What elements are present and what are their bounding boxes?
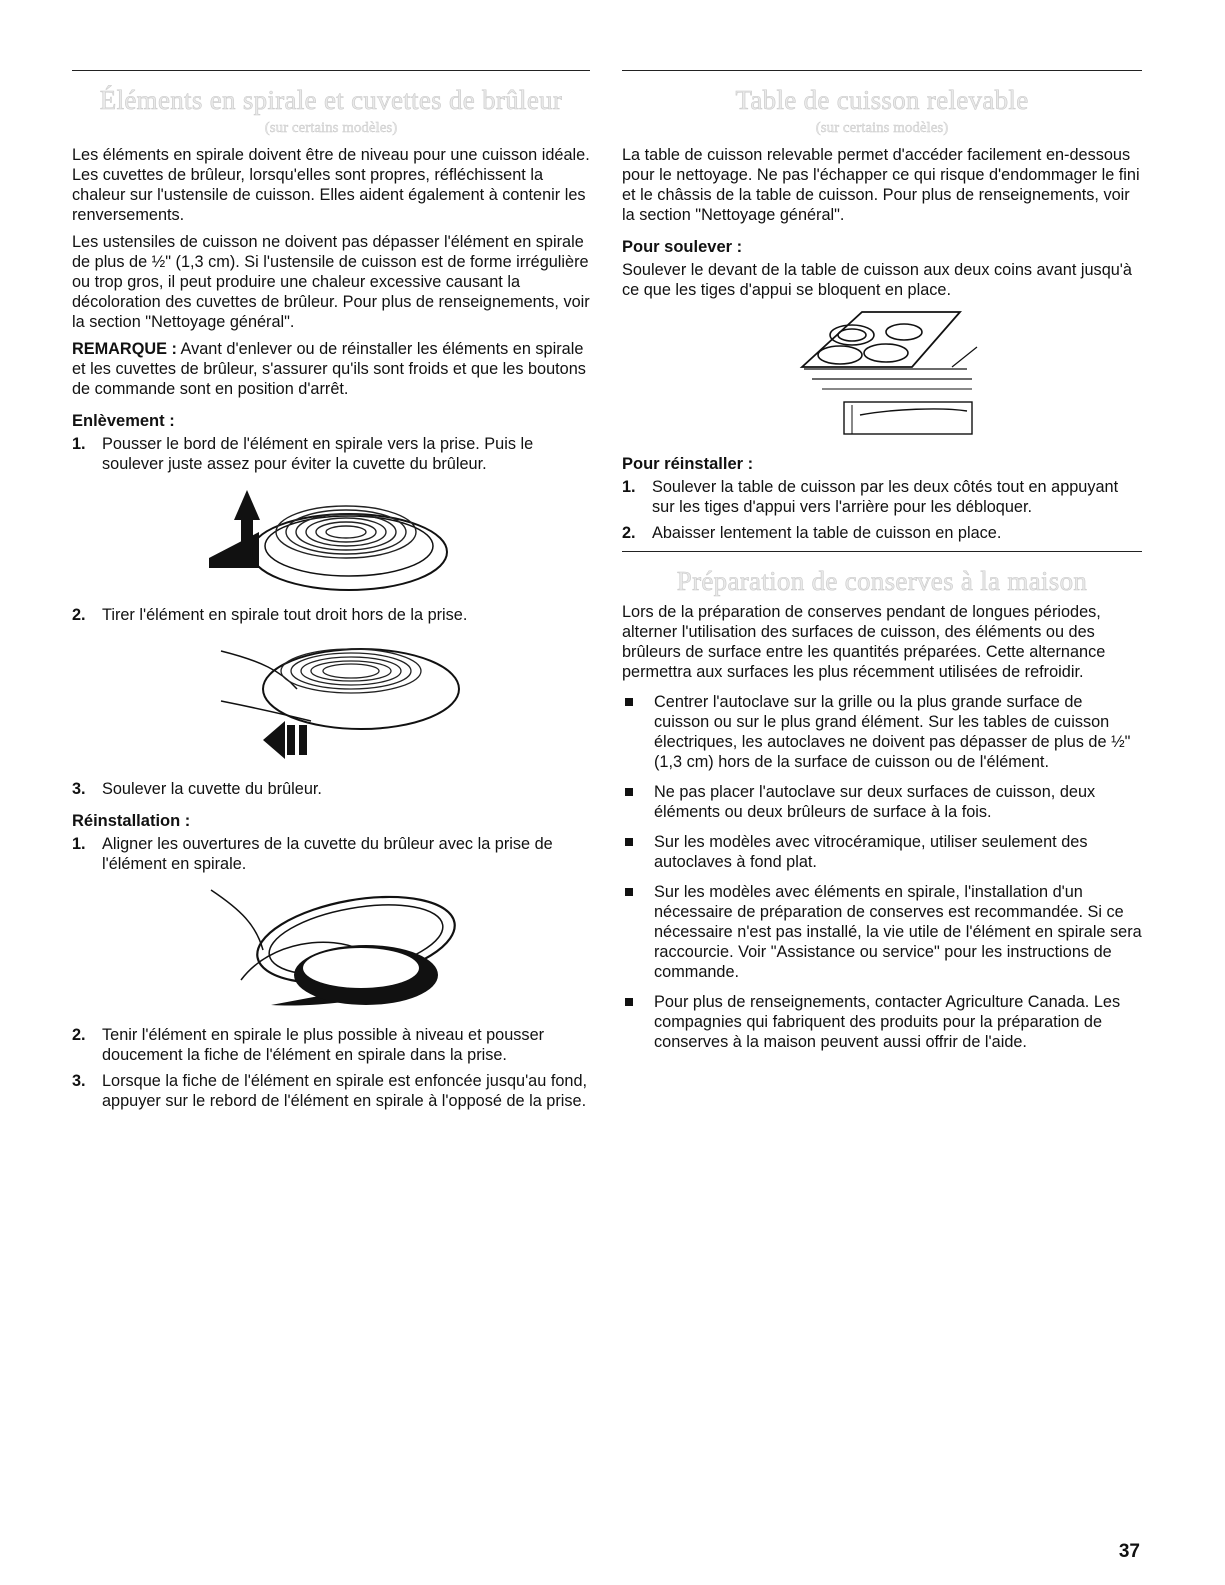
lift-heading: Pour soulever : <box>622 238 743 256</box>
list-item <box>72 779 590 799</box>
coil-pull-illustration <box>201 631 461 771</box>
step-number: 2. <box>622 524 636 542</box>
list-item <box>622 523 1142 543</box>
step-number: 2. <box>72 1026 86 1044</box>
step-text: Pousser le bord de l'élément en spirale vers la prise. Puis le soulever juste assez pour éviter la cuvette du brûleur. <box>102 435 534 473</box>
canning-bullets <box>622 692 1142 1052</box>
list-item: Centrer l'autoclave sur la grille ou la plus grande surface de cuisson ou sur le plus grand élément. Sur les tables de cuisson électriques, les autoclaves ne doivent pas dépasser de plus de ½" (1,3 cm) hors de la surface de cuisson ou de l'élément. <box>622 692 1142 772</box>
note-label: REMARQUE : <box>72 340 177 358</box>
reinstall-steps <box>72 834 590 874</box>
step-text: Tirer l'élément en spirale tout droit hors de la prise. <box>102 606 468 624</box>
step-text: Soulever la cuvette du brûleur. <box>102 780 322 798</box>
paragraph: Lors de la préparation de conserves pendant de longues périodes, alterner l'utilisation des surfaces de cuisson, des éléments ou des brûleurs de surface entre les quantités préparées. Cette alternance permettra aux surfaces les plus récemment utilisées de refroidir. <box>622 603 1106 681</box>
section-subtitle: (sur certains modèles) <box>264 120 398 136</box>
section-title-coil-elements: Éléments en spirale et cuvettes de brûleur <box>99 85 563 115</box>
coil-lift-illustration <box>201 480 461 595</box>
paragraph: Les ustensiles de cuisson ne doivent pas dépasser l'élément en spirale de plus de ½" (1,3 cm). Si l'ustensile de cuisson est de forme irrégulière ou trop gros, il peut produire une chaleur excessive causant la décoloration des cuvettes de brûleur. Pour plus de renseignements, voir la section "Nettoyage général". <box>72 233 590 331</box>
page-number: 37 <box>1118 1541 1140 1562</box>
step-text: Soulever la table de cuisson par les deux côtés tout en appuyant sur les tiges d'appui vers l'arrière pour les débloquer. <box>652 478 1119 516</box>
reinstall-heading: Pour réinstaller : <box>622 455 754 473</box>
list-item: Sur les modèles avec vitrocéramique, utiliser seulement des autoclaves à fond plat. <box>622 832 1142 872</box>
list-item <box>72 605 590 625</box>
list-item: Sur les modèles avec éléments en spirale, l'installation d'un nécessaire de préparation de conserves est recommandée. Si ce nécessaire n'est pas installé, la vie utile de l'élément en spirale sera raccourcie. Voir "Assistance ou service" pour les instructions de commande. <box>622 882 1142 982</box>
reinstall-steps-continued <box>72 1025 590 1111</box>
note-text: Avant d'enlever ou de réinstaller les éléments en spirale et les cuvettes de brûleur, s'assurer qu'ils sont froids et que les boutons de commande sont en position d'arrêt. <box>72 340 586 398</box>
cooktop-reinstall-steps <box>622 477 1142 543</box>
removal-steps-final <box>72 779 590 799</box>
list-item: Ne pas placer l'autoclave sur deux surfaces de cuisson, deux éléments ou deux brûleurs de surface à la fois. <box>622 782 1142 822</box>
section-title-lift-up-cooktop: Table de cuisson relevable <box>735 85 1029 115</box>
lift-cooktop-illustration <box>782 307 982 442</box>
list-item <box>72 834 590 874</box>
lift-paragraph: Soulever le devant de la table de cuisson aux deux coins avant jusqu'à ce que les tiges d'appui se bloquent en place. <box>622 261 1132 299</box>
step-number: 3. <box>72 1072 86 1090</box>
section-rule <box>72 70 590 71</box>
removal-steps-continued <box>72 605 590 625</box>
drip-bowl-illustration <box>201 880 461 1015</box>
list-item <box>622 477 1142 517</box>
section-rule <box>622 551 1142 552</box>
step-number: 1. <box>72 835 86 853</box>
step-number: 1. <box>72 435 86 453</box>
list-item <box>72 1025 590 1065</box>
step-text: Lorsque la fiche de l'élément en spirale est enfoncée jusqu'au fond, appuyer sur le rebord de l'élément en spirale à l'opposé de la prise. <box>102 1072 588 1110</box>
right-column <box>622 70 1142 1062</box>
left-column <box>72 70 590 1117</box>
step-text: Aligner les ouvertures de la cuvette du brûleur avec la prise de l'élément en spirale. <box>102 835 553 873</box>
section-subtitle: (sur certains modèles) <box>815 120 949 136</box>
section-rule <box>622 70 1142 71</box>
paragraph: La table de cuisson relevable permet d'accéder facilement en-dessous pour le nettoyage. Ne pas l'échapper ce qui risque d'endommager le fini et le châssis de la table de cuisson. Pour plus de renseignements, voir la section "Nettoyage général". <box>622 146 1140 224</box>
list-item <box>72 434 590 474</box>
list-item <box>72 1071 590 1111</box>
step-number: 2. <box>72 606 86 624</box>
reinstallation-heading: Réinstallation : <box>72 812 191 830</box>
list-item: Pour plus de renseignements, contacter Agriculture Canada. Les compagnies qui fabriquent des produits pour la préparation de conserves à la maison peuvent aussi offrir de l'aide. <box>622 992 1142 1052</box>
section-title-home-canning: Préparation de conserves à la maison <box>676 566 1088 596</box>
step-text: Abaisser lentement la table de cuisson en place. <box>652 524 1002 542</box>
step-number: 3. <box>72 780 86 798</box>
removal-heading: Enlèvement : <box>72 412 175 430</box>
note-paragraph <box>72 339 590 399</box>
step-text: Tenir l'élément en spirale le plus possible à niveau et pousser doucement la fiche de l'élément en spirale dans la prise. <box>102 1026 545 1064</box>
removal-steps <box>72 434 590 474</box>
step-number: 1. <box>622 478 636 496</box>
paragraph: Les éléments en spirale doivent être de niveau pour une cuisson idéale. Les cuvettes de brûleur, lorsqu'elles sont propres, réfléchissent la chaleur sur l'ustensile de cuisson. Elles aident également à contenir les renversements. <box>72 146 590 224</box>
